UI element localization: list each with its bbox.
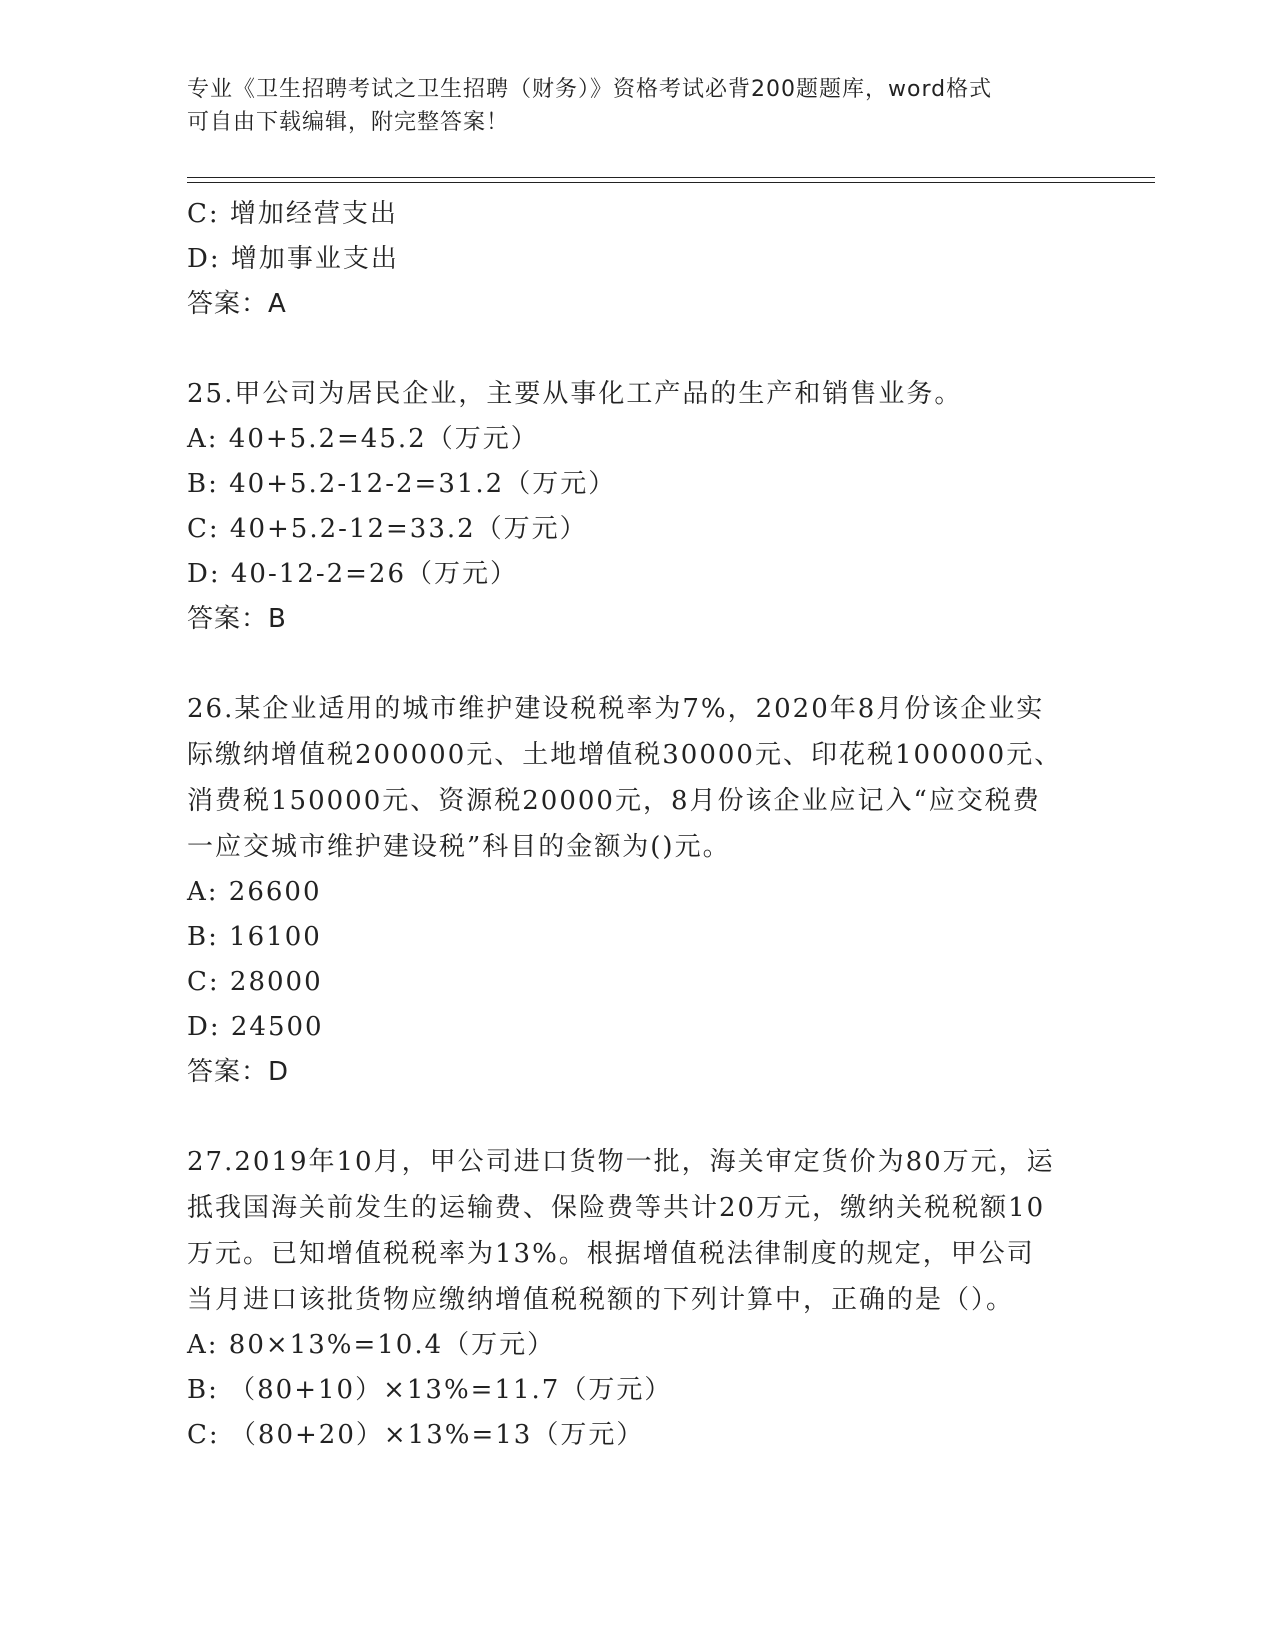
option-b: B: 40+5.2-12-2=31.2（万元） bbox=[187, 469, 617, 499]
document-header bbox=[187, 73, 1087, 139]
question-text: 27.2019年10月，甲公司进口货物一批，海关审定货价为80万元，运 bbox=[187, 1147, 1055, 1177]
option-b: B: （80+10）×13%=11.7（万元） bbox=[187, 1375, 673, 1405]
question-text: 万元。已知增值税税率为13%。根据增值税法律制度的规定，甲公司 bbox=[187, 1239, 1035, 1269]
header-line-1: 专业《卫生招聘考试之卫生招聘（财务）》资格考试必背200题题库，word格式 bbox=[187, 77, 993, 102]
question-block-26 bbox=[187, 686, 1087, 1095]
answer-line: 答案：A bbox=[187, 289, 287, 319]
document-body bbox=[187, 192, 1087, 1458]
option-d: D: 24500 bbox=[187, 1012, 324, 1042]
question-text: 消费税150000元、资源税20000元，8月份该企业应记入“应交税费 bbox=[187, 786, 1041, 816]
option-a: A: 80×13%=10.4（万元） bbox=[187, 1330, 556, 1360]
option-d: D: 40-12-2=26（万元） bbox=[187, 559, 519, 589]
option-c: C: 40+5.2-12=33.2（万元） bbox=[187, 514, 588, 544]
header-divider-top bbox=[187, 177, 1155, 178]
option-c: C: 28000 bbox=[187, 967, 323, 997]
question-block bbox=[187, 192, 1087, 327]
question-text: 际缴纳增值税200000元、土地增值税30000元、印花税100000元、 bbox=[187, 740, 1063, 770]
option-c: C: 增加经营支出 bbox=[187, 199, 398, 229]
option-a: A: 26600 bbox=[187, 877, 322, 907]
option-b: B: 16100 bbox=[187, 922, 322, 952]
question-text: 一应交城市维护建设税”科目的金额为()元。 bbox=[187, 832, 731, 862]
header-line-2: 可自由下载编辑，附完整答案！ bbox=[187, 110, 510, 135]
question-block-25 bbox=[187, 371, 1087, 642]
answer-line: 答案：D bbox=[187, 1057, 290, 1087]
header-divider-bottom bbox=[187, 182, 1155, 183]
option-a: A: 40+5.2=45.2（万元） bbox=[187, 424, 539, 454]
question-text: 26.某企业适用的城市维护建设税税率为7%，2020年8月份该企业实 bbox=[187, 694, 1045, 724]
question-block-27 bbox=[187, 1139, 1087, 1458]
question-text: 抵我国海关前发生的运输费、保险费等共计20万元，缴纳关税税额10 bbox=[187, 1193, 1046, 1223]
option-c: C: （80+20）×13%=13（万元） bbox=[187, 1420, 645, 1450]
answer-line: 答案：B bbox=[187, 604, 287, 634]
option-d: D: 增加事业支出 bbox=[187, 244, 399, 274]
question-text: 当月进口该批货物应缴纳增值税税额的下列计算中，正确的是（）。 bbox=[187, 1285, 1015, 1315]
question-text: 25.甲公司为居民企业，主要从事化工产品的生产和销售业务。 bbox=[187, 379, 963, 409]
